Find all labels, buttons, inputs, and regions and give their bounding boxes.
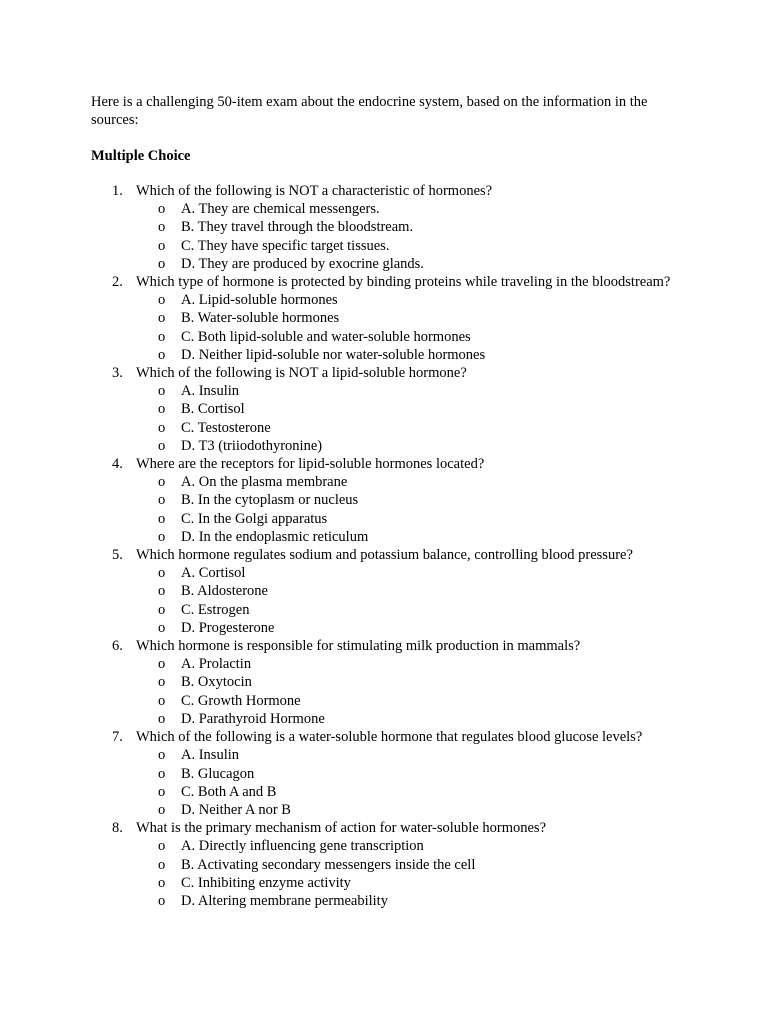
answer-option: [136, 291, 676, 309]
question-text: Which hormone is responsible for stimulating milk production in mammals?: [136, 638, 581, 655]
option-text: C. Testosterone: [181, 419, 271, 436]
bullet-icon: o: [158, 747, 166, 764]
question-number: 1.: [112, 183, 123, 199]
option-text: D. In the endoplasmic reticulum: [181, 528, 369, 545]
bullet-icon: o: [158, 474, 166, 491]
bullet-icon: o: [158, 892, 166, 909]
bullet-icon: o: [158, 510, 166, 527]
question-text: Which of the following is NOT a characteristic of hormones?: [136, 183, 493, 199]
question-text: Where are the receptors for lipid-soluble hormones located?: [136, 456, 485, 473]
question-item: [0, 182, 676, 273]
answer-option: [136, 892, 676, 910]
bullet-icon: o: [158, 401, 166, 418]
answer-option: [136, 673, 676, 691]
answer-option: [136, 765, 676, 783]
option-text: A. Insulin: [181, 383, 239, 400]
answer-option: [136, 564, 676, 582]
option-text: D. Neither A nor B: [181, 801, 291, 818]
option-text: A. Prolactin: [181, 656, 252, 673]
question-number: 5.: [112, 547, 123, 564]
answer-option: [136, 528, 676, 546]
answer-option: [136, 655, 676, 673]
option-text: C. In the Golgi apparatus: [181, 510, 328, 527]
bullet-icon: o: [158, 328, 166, 345]
section-heading: Multiple Choice: [91, 148, 191, 164]
option-text: D. Parathyroid Hormone: [181, 710, 325, 727]
answer-option: [136, 382, 676, 400]
question-item: [0, 819, 676, 910]
option-text: D. Neither lipid-soluble nor water-soluble hormones: [181, 346, 486, 363]
answer-option: [136, 619, 676, 637]
option-text: C. Growth Hormone: [181, 692, 301, 709]
answer-options: [136, 473, 676, 546]
option-text: A. Directly influencing gene transcription: [181, 838, 424, 855]
question-number: 8.: [112, 820, 123, 837]
bullet-icon: o: [158, 801, 166, 818]
question-text: Which of the following is a water-soluble hormone that regulates blood glucose levels?: [136, 729, 643, 746]
answer-options: [136, 291, 676, 364]
answer-option: [136, 582, 676, 600]
answer-option: [136, 255, 676, 273]
question-text: Which of the following is NOT a lipid-soluble hormone?: [136, 365, 467, 382]
bullet-icon: o: [158, 383, 166, 400]
bullet-icon: o: [158, 310, 166, 327]
answer-option: [136, 801, 676, 819]
answer-option: [136, 837, 676, 855]
option-text: B. Aldosterone: [181, 583, 268, 600]
answer-option: [136, 400, 676, 418]
answer-options: [136, 200, 676, 273]
answer-option: [136, 309, 676, 327]
answer-option: [136, 419, 676, 437]
answer-option: [136, 783, 676, 801]
question-number: 4.: [112, 456, 123, 473]
bullet-icon: o: [158, 838, 166, 855]
option-text: A. On the plasma membrane: [181, 474, 348, 491]
option-text: C. They have specific target tissues.: [181, 237, 390, 254]
option-text: A. Lipid-soluble hormones: [181, 292, 338, 309]
answer-option: [136, 874, 676, 892]
bullet-icon: o: [158, 492, 166, 509]
option-text: B. Cortisol: [181, 401, 245, 418]
question-item: [0, 273, 676, 364]
answer-option: [136, 237, 676, 255]
bullet-icon: o: [158, 601, 166, 618]
question-number: 2.: [112, 274, 123, 291]
question-item: [0, 637, 676, 728]
bullet-icon: o: [158, 874, 166, 891]
question-item: [0, 364, 676, 455]
option-text: C. Both A and B: [181, 783, 277, 800]
bullet-icon: o: [158, 710, 166, 727]
question-item: [0, 546, 676, 637]
answer-option: [136, 491, 676, 509]
bullet-icon: o: [158, 419, 166, 436]
option-text: A. Cortisol: [181, 565, 246, 582]
question-number: 7.: [112, 729, 123, 746]
question-text: What is the primary mechanism of action for water-soluble hormones?: [136, 820, 547, 837]
question-list: [0, 182, 768, 910]
option-text: A. They are chemical messengers.: [181, 201, 380, 218]
bullet-icon: o: [158, 674, 166, 691]
bullet-icon: o: [158, 437, 166, 454]
answer-option: [136, 200, 676, 218]
option-text: C. Estrogen: [181, 601, 250, 618]
question-text: Which type of hormone is protected by binding proteins while traveling in the bloodstream?: [136, 274, 671, 291]
answer-option: [136, 746, 676, 764]
answer-option: [136, 601, 676, 619]
bullet-icon: o: [158, 783, 166, 800]
answer-options: [136, 837, 676, 910]
bullet-icon: o: [158, 528, 166, 545]
question-number: 3.: [112, 365, 123, 382]
bullet-icon: o: [158, 692, 166, 709]
option-text: D. Altering membrane permeability: [181, 892, 388, 909]
answer-option: [136, 473, 676, 491]
option-text: D. T3 (triiodothyronine): [181, 437, 323, 454]
option-text: B. Activating secondary messengers inside the cell: [181, 856, 476, 873]
bullet-icon: o: [158, 619, 166, 636]
answer-option: [136, 218, 676, 236]
bullet-icon: o: [158, 565, 166, 582]
question-item: [0, 728, 676, 819]
option-text: A. Insulin: [181, 747, 239, 764]
option-text: D. Progesterone: [181, 619, 275, 636]
option-text: C. Both lipid-soluble and water-soluble hormones: [181, 328, 471, 345]
answer-options: [136, 655, 676, 728]
intro-paragraph: Here is a challenging 50-item exam about the endocrine system, based on the information in the sources:: [91, 94, 648, 129]
answer-options: [136, 746, 676, 819]
answer-option: [136, 437, 676, 455]
question-text: Which hormone regulates sodium and potassium balance, controlling blood pressure?: [136, 547, 633, 564]
option-text: B. Water-soluble hormones: [181, 310, 340, 327]
answer-option: [136, 510, 676, 528]
bullet-icon: o: [158, 346, 166, 363]
answer-option: [136, 692, 676, 710]
answer-option: [136, 710, 676, 728]
answer-option: [136, 328, 676, 346]
bullet-icon: o: [158, 583, 166, 600]
option-text: B. Glucagon: [181, 765, 255, 782]
bullet-icon: o: [158, 201, 166, 218]
option-text: B. In the cytoplasm or nucleus: [181, 492, 359, 509]
bullet-icon: o: [158, 237, 166, 254]
answer-option: [136, 856, 676, 874]
bullet-icon: o: [158, 656, 166, 673]
answer-option: [136, 346, 676, 364]
option-text: B. Oxytocin: [181, 674, 252, 691]
answer-options: [136, 564, 676, 637]
option-text: B. They travel through the bloodstream.: [181, 219, 414, 236]
bullet-icon: o: [158, 255, 166, 272]
bullet-icon: o: [158, 219, 166, 236]
question-item: [0, 455, 676, 546]
answer-options: [136, 382, 676, 455]
bullet-icon: o: [158, 292, 166, 309]
bullet-icon: o: [158, 765, 166, 782]
question-number: 6.: [112, 638, 123, 655]
option-text: C. Inhibiting enzyme activity: [181, 874, 351, 891]
bullet-icon: o: [158, 856, 166, 873]
option-text: D. They are produced by exocrine glands.: [181, 255, 424, 272]
